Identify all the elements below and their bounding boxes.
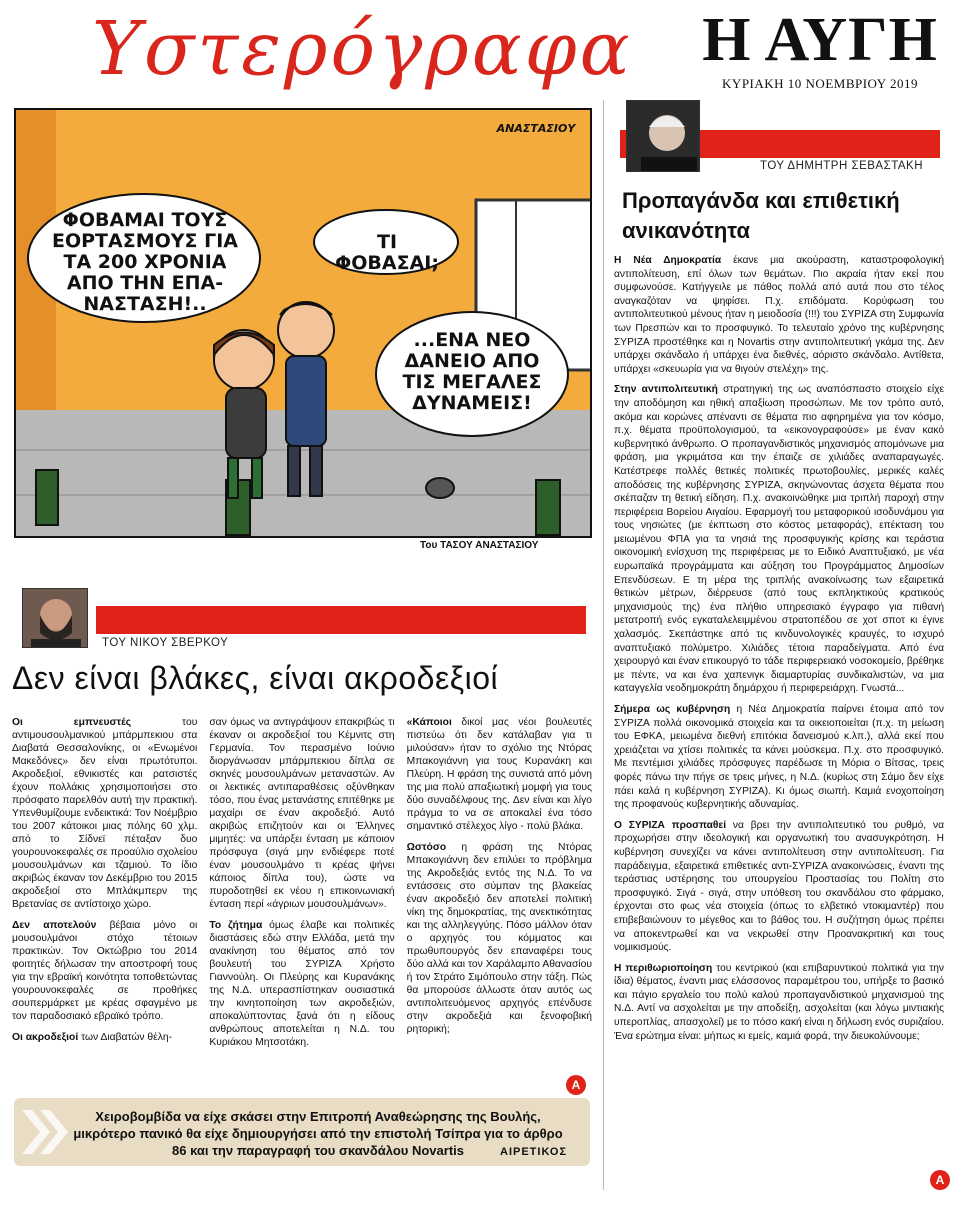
cartoon-girl-body — [226, 388, 266, 458]
left-column-3 — [407, 716, 592, 1091]
article-paragraph — [12, 716, 197, 911]
cartoon-girl-leg — [228, 458, 238, 498]
paragraph-lead: Ο ΣΥΡΙΖΑ προσπαθεί — [614, 819, 727, 831]
quote-text: Χειροβομβίδα να είχε σκάσει στην Επιτροπή Αναθεώρησης της Βουλής, μικρότερο πανικό θα είχε δημιουργήσει από την επιστολή Τσίπρα για το άρθρο 86 και την παραγραφή του σκανδάλου Novartis — [73, 1109, 563, 1158]
bubble-left-text: ΦΟΒΑΜΑΙ ΤΟΥΣ ΕΟΡΤΑΣΜΟΥΣ ΓΙΑ ΤΑ 200 ΧΡΟΝΙΑ ΑΠΟ ΤΗΝ ΕΠΑ-ΝΑΣΤΑΣΗ!.. — [52, 209, 238, 315]
paragraph-text: η Νέα Δημοκρατία παίρνει έτοιμα από τον ΣΥΡΙΖΑ πολλά οικονομικά στοιχεία και τα οικειοποιείται (π.χ. τη μείωση του ΕΦΚΑ, μειωμένα διεθνή επιτόκια δανεισμού κ.λπ.), αλλά εκεί που χρειάζεται να χτίσει πολιτικές τα κάνει μούσκεμα. Π.χ. στο προσφυγικό. Με πεντέμισι χιλιάδες πρόσφυγες παρέδωσε τη Μόρια ο Βίτσας, τρεις φορές πάνω την πήγε σε τρεις μήνες, η Ν.Δ. (κυρίως στη Σάμο δεν είχε πάει καλά η κυβέρνηση ΣΥΡΙΖΑ). Κι όμως σιωπή. Καμιά ενοχοποίηση της προφανούς κυβερνητικής αδυναμίας. — [614, 704, 944, 811]
paragraph-text: του κεντρικού (και επιβαρυντικού πολιτικά για την ίδια) θέματος, έναντι μιας ελάσσονος παραμέτρου του, υπήρξε το βασικό και πάγιο εργαλείο του πολύ καλού προπαγανδιστικού μηχανισμού της Ν.Δ. Αντί να ασχολείται με την αποδείξη, ασχολείται (και λόγω μιντιακής υπεροπλίας, απασχολεί) με το πόσο κακή είναι η δήλωση ενός συριζαίου. Ένα ερώτημα είναι: μήπως κι εμείς, καμιά φορά, την διευκολύνουμε; — [614, 962, 944, 1042]
cartoon-bollard — [36, 470, 58, 525]
cartoon-boy-body — [286, 356, 326, 446]
cartoon-bollard — [536, 480, 560, 535]
author-photo-left — [22, 588, 88, 648]
paragraph-text: η φράση της Ντόρας Μπακογιάννη δεν επιλύει το πρόβλημα της Ακροδεξιάς εντός της Ν.Δ. Το να εντάσσεις στο σύμπαν της βλακείας έναν ακροδεξιό δεν αποτελεί πολιτική νίκη της δημοκρατίας, της ανεκτικότητας και της αλληλεγγύης. Πόσο μάλλον όταν ο αρχηγός του κόμματος και πρωθυπουργός δεν επαναφέρει τους δύο αλλά και τον Χαράλαμπο Αθανασίου ή τον Στράτο Σιμόπουλο στην τάξη. Πώς θα μπορούσε άλλωστε όταν αυτός ως αντιπολιτευόμενος αρχηγός επένδυσε στην ακροδεξιά και ξενοφοβική ρητορική; — [406, 842, 592, 1035]
paragraph-text: όμως έλαβε και πολιτικές διαστάσεις εδώ στην Ελλάδα, μετά την ανακίνηση του θέματος από τον βουλευτή του ΣΥΡΙΖΑ Χρήστο Γιαννούλη. Οι Πλεύρης και Κυρανάκης της Ν.Δ. υπερασπίστηκαν ουσιαστικά την κινητοποίηση των ακροδεξιών, αποκαλύπτοντας ξανά ότι η είδους ανθρώπους αποτελείται η Ν.Δ. του Κυριάκου Μητσοτάκη. — [209, 920, 395, 1048]
paragraph-text: στρατηγική της ως αναπόσπαστο στοιχείο είχε την αποδόμηση και ηθική απαξίωση προσώπων. Με τον τρόπο αυτό, ακόμα και κορώνες απέναντι σε θέματα πιο αφηρημένα για τον κόσμο, π.χ. θέματα προϋπολογισμού, τα «εικονογραφούσε» με έναν κακό κυβερνητικό άνθρωπο. Ο προπαγανδιστικός μηχανισμός απομόνωνε μια φράση, μια γκριμάτσα και την έπαιζε σε χιλιάδες αναπαραγωγές. Κατέστρεφε πολλές θετικές πολιτικές πρωτοβουλίες, μερικές καλές αποδόσεις της κυβέρνησης ΣΥΡΙΖΑ, σκηνώνοντας άσχετα θέματα που σκέπαζαν τη θετική είδηση. Π.χ. ανακοινώθηκε μια τριπλή παροχή στην περιφέρεια Βορείου Αιγαίου. Εφαρμογή του μεταφορικού ισοδυνάμου για τους νησιώτες (με έκπτωση στο κόστος μεταφοράς), επέκταση του μειωμένου ΦΠΑ για τα νησιά της προσφυγικής κρίσης και τεράστια οικονομική ενίσχυση της περιφέρειας με το Ειδικό Αναπτυξιακό, με νέα ευρωπαϊκά προγράμματα και αύξηση του Προγράμματος Δημοσίων Επενδύσεων. Ε τη μέρα της τριπλής ανακοίνωσης των εξαιρετικά θετικών μέτρων, διέρρευσε (από τους εκπληκτικούς κρατικούς μηχανισμούς της) ένα πλήθιο υπηρεσιακό έγγραφο για πιθανή μετατροπή ενός εγκαταλελειμμένου στρατοπέδου σε χοτ σποτ κι έγινε χαλασμός. Σκεπάστηκε από τις κινδυνολογικές κραυγές, το ισχυρό αναπτυξιακό πολύμετρο. Χιλιάδες τέτοια παραδείγματα. Από ένα χειρουργό και έναν επικουργό το τάδε περιφερειακό νοσοκομείο, βρέθηκε με πέντε, να και ένα χαπενιγκ διαμαρτυρίας συνδικαλιστών, να μια καταγγελία νεοδημοκράτη δημάρχου ή περιφερειάρχη. Γνωστά... — [614, 384, 944, 695]
author-right-hair — [649, 116, 685, 127]
article-paragraph — [209, 716, 394, 911]
paper-name: Η ΑΥΓΗ — [702, 6, 938, 74]
bubble-answer-text: ...ΕΝΑ ΝΕΟ ΔΑΝΕΙΟ ΑΠΟ ΤΙΣ ΜΕΓΑΛΕΣ ΔΥΝΑΜΕΙΣ! — [402, 329, 542, 414]
paragraph-lead: «Κάποιοι — [406, 717, 452, 728]
paragraph-text: σαν όμως να αντιγράψουν επακριβώς τι έκαναν οι ακροδεξιοί του Κέμνιτς στη Γερμανία. Τον περασμένο Ιούνιο διοργάνωσαν μπάρμπεκιου δίπλα σε σκηνές μουσουλμάνων μεταναστών. Αν οι λεκτικές αντιπαραθέσεις οξύνθηκαν τόσο, που ένας μετανάστης επιτέθηκε με μαχαίρι σε έναν ακροδεξιό. Αυτό ακριβώς επιζητούν και οι Έλληνες μιμητές: να υπάρξει ένταση με κάποιον πρόσφυγα (σιγά μην ενδιέφερε ποτέ έναν μουσουλμάνο τι κρέας ψήνει κάποιος δίπλα του), ώστε να πυροδοτηθεί εκ νέου η επικοινωνιακή ένταση περί «άγριων μουσουλμάνων». — [209, 717, 395, 910]
paragraph-text: των Διαβατών θέλη- — [78, 1032, 173, 1043]
quote-signature: ΑΙΡΕΤΙΚΟΣ — [500, 1146, 568, 1158]
article-paragraph — [12, 919, 197, 1023]
cartoon-boy-leg — [310, 446, 322, 496]
section-title: Υστερόγραφα — [92, 6, 633, 92]
author-photo-right-illustration — [627, 101, 700, 172]
left-headline: Δεν είναι βλάκες, είναι ακροδεξιοί — [12, 660, 499, 696]
article-paragraph — [614, 819, 944, 955]
paragraph-lead: Στην αντιπολιτευτική — [614, 384, 718, 396]
cartoon-girl-leg — [252, 458, 262, 498]
cartoon-boy-leg — [288, 446, 300, 496]
paragraph-lead: Η Νέα Δημοκρατία — [614, 255, 722, 266]
left-column-1 — [12, 716, 197, 1091]
paragraph-text: να βρει την αντιπολιτευτικό του ρυθμό, να προχωρήσει στην ιδεολογική και οργανωτική του ανασυγκρότηση. Η κυβέρνηση συνεχίζει να κάνει αντιπολίτευση στην αντιπολίτευση. Για παράδειγμα, εξαιρετικά επιθετικές αντι-ΣΥΡΙΖΑ ανακοινώσεις, έναντι της τεράστιας υστέρησης του υπουργείου Προστασίας του Πολίτη στο προσφυγικό. Σιγά - σιγά, στην υπόθεση του σκανδάλου στο φάρμακο, έρχονται στο φως νέα στοιχεία (όπως το ελβετικό ντοκιμαντέρ) που επιβεβαιώνουν το μέγεθος και το βάθος του. Η συζήτηση όμως πρέπει να αποκεντρωθεί και να νεκρωθεί στην Προανακριτική και τους νομικισμούς. — [614, 819, 944, 954]
article-paragraph — [614, 962, 944, 1044]
author-left-shoulders — [31, 639, 81, 648]
paragraph-lead: Η περιθωριοποίηση — [614, 962, 713, 974]
bubble-question-text: ΤΙ ΦΟΒΑΣΑΙ; — [335, 231, 439, 274]
paragraph-lead: Σήμερα ως κυβέρνηση — [614, 704, 731, 715]
paragraph-lead: Οι εμπνευστές — [12, 717, 132, 728]
paragraph-text: δικοί μας νέοι βουλευτές πιστεύω ότι δεν κατάλαβαν για τι μιλούσαν» ήταν το σχόλιο της Ντόρας Μπακογιάννη για τους Κυρανάκη και Πλεύρη. Η φράση της συνιστά από μόνη της μια πολύ απαξιωτική μομφή για τους δύο συναδέλφους της. Δεν είναι και λίγο πράγμα το να σε αποκαλεί ένα τόσο σημαντικό στέλεχος λίγο - πολύ βλάκα. — [406, 717, 592, 832]
author-photo-left-illustration — [23, 589, 88, 648]
left-column-2 — [209, 716, 394, 1091]
right-article-body — [614, 254, 944, 1189]
paragraph-lead: Το ζήτημα — [209, 920, 263, 931]
column-divider — [603, 100, 604, 1190]
author-name-right: ΤΟΥ ΔΗΜΗΤΡΗ ΣΕΒΑΣΤΑΚΗ — [760, 160, 924, 172]
author-bar-left — [96, 606, 586, 634]
author-right-shoulders — [641, 157, 697, 172]
right-headline: Προπαγάνδα και επιθετική ανικανότητα — [622, 188, 900, 243]
cartoon — [14, 108, 592, 538]
paper-date: ΚΥΡΙΑΚΗ 10 ΝΟΕΜΒΡΙΟΥ 2019 — [722, 76, 918, 91]
article-paragraph — [614, 383, 944, 696]
author-name-left: ΤΟΥ ΝΙΚΟΥ ΣΒΕΡΚΟΥ — [102, 637, 229, 649]
article-paragraph — [407, 716, 592, 833]
article-paragraph — [614, 703, 944, 812]
paragraph-lead: Οι ακροδεξιοί — [12, 1032, 79, 1043]
cartoon-illustration — [16, 110, 592, 538]
double-chevron-icon — [14, 1098, 74, 1166]
article-paragraph — [614, 254, 944, 376]
cartoonist-signature: ΑΝΑΣΤΑΣΙΟΥ — [496, 122, 576, 135]
paragraph-lead: Δεν αποτελούν — [12, 920, 97, 931]
paragraph-text: έκανε μια ακούραστη, καταστροφολογική αντιπολίτευση, επί όλων των θεμάτων. Πιο ακραία ήταν εκεί που συμφωνούσε. Κατήγγειλε με πάθος πολλά από αυτά που στο τέλος αναγκαζόταν να ψηφίσει. Π.χ. επιδόματα. Κορύφωση του αντιπολιτευτικού μένους ήταν η μειοδοσία (!!!) του ΣΥΡΙΖΑ στη Συμφωνία των Πρεσπών και το προσφυγικό. Το τελευταίο χρόνο της κυβέρνησης ΣΥΡΙΖΑ προστέθηκε και η Novartis στην αντιπολιτευτική γκάμα της. Δεν υπάρχει σκάνδαλο ή υπάρχει ένα διεθνές, αόριστο σκάνδαλο. Αντίθετα, υπάρχει «σκευωρία για να θιγούν στελέχη» της. — [614, 255, 944, 375]
article-paragraph — [12, 1031, 197, 1044]
left-article-columns — [12, 716, 592, 1091]
article-paragraph — [209, 919, 394, 1049]
cartoon-bird — [426, 478, 454, 498]
paragraph-text: του αντιμουσουλμανικού μπάρμπεκιου στα Διαβατά Θεσσαλονίκης, οι «Ενωμένοι Μακεδόνες» δεν είναι πρωτότυποι. Ακροδεξιοί, εθνικιστές και ρατσιστές έχουν πολλάκις χρησιμοποιήσει στο πρόσφατο παρελθόν αυτή την πρακτική. Υπενθυμίζουμε ενδεικτικά: Τον Νοέμβριο του 2007 κάτοικοι μιας πόλης 60 χλμ. από το Σίδνεϊ πέταξαν δυο γουρουνοκεφαλές σε προαύλιο σχολείου μουσουλμάνων και τζαμιού. Το ίδιο ακριβώς έκαναν τον Δεκέμβριο του 2015 ακροδεξιοί στο Μπλάκμπερν της Βρετανίας σε αντίστοιχο χώρο. — [12, 717, 198, 910]
avgi-logo-icon: Α — [930, 1170, 950, 1190]
avgi-logo-icon: Α — [566, 1075, 586, 1095]
paragraph-lead: Ωστόσο — [406, 842, 447, 853]
author-photo-right — [626, 100, 700, 172]
cartoon-credit: Του ΤΑΣΟΥ ΑΝΑΣΤΑΣΙΟΥ — [420, 540, 539, 551]
article-paragraph — [407, 841, 592, 1036]
paragraph-text: βέβαια μόνο οι μουσουλμάνοι στόχο τέτοιων πρακτικών. Τον Οκτώβριο του 2014 φοιτητές δήλωσαν την αποστροφή τους για την εβραϊκή κοινότητα τοποθετώντας γουρουνοκεφαλές σε προθήκες σουπερμάρκετ με κρέας σφαγμένο με τον παραδοσιακό εβραϊκό τρόπο. — [12, 920, 198, 1022]
